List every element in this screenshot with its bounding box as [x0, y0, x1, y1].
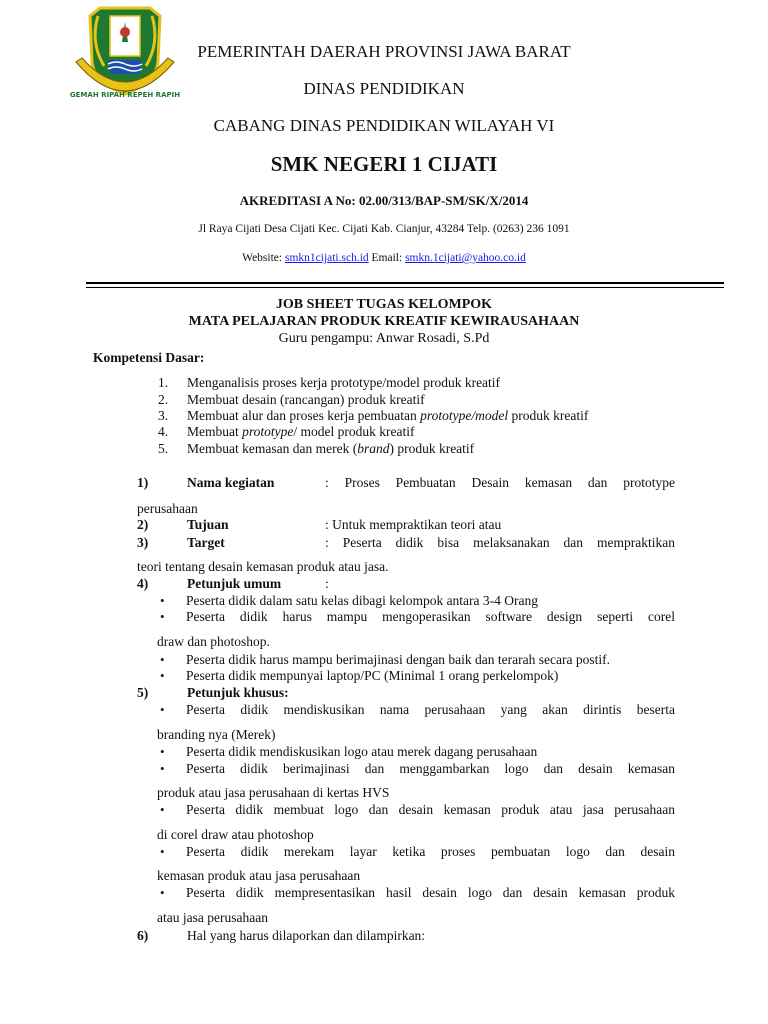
section-2-text: : Untuk mempraktikan teori atau — [325, 517, 502, 532]
kompetensi-num-4: 4. — [158, 424, 169, 439]
email-link[interactable]: smkn.1cijati@yahoo.co.id — [405, 252, 526, 264]
section-4-bullet-4: • Peserta didik mempunyai laptop/PC (Minimal 1 orang perkelompok) — [186, 667, 558, 684]
kompetensi-num-3: 3. — [158, 408, 169, 423]
website-label: Website: — [242, 252, 283, 264]
kompetensi-item-4: Membuat prototype/ model produk kreatif — [187, 424, 415, 439]
kompetensi-num-1: 1. — [158, 375, 169, 390]
section-5-bullet-1-cont: branding nya (Merek) — [157, 727, 276, 742]
section-4-num: 4) — [137, 576, 149, 591]
kompetensi-num-5: 5. — [158, 441, 169, 456]
logo-motto-text: GEMAH RIPAH REPEH RAPIH — [70, 91, 180, 99]
section-1-text: : Proses Pembuatan Desain kemasan dan prototype — [325, 475, 675, 490]
section-3-num: 3) — [137, 535, 149, 550]
section-5-bullet-1: • Peserta didik mendiskusikan nama perusahaan yang akan dirintis beserta — [186, 701, 675, 718]
school-name: SMK NEGERI 1 CIJATI — [270, 152, 498, 176]
section-5-bullet-4: • Peserta didik membuat logo dan desain kemasan produk atau jasa perusahaan — [186, 801, 675, 818]
header-divider-thick — [86, 282, 724, 284]
section-5-bullet-6-cont: atau jasa perusahaan — [157, 910, 268, 925]
section-2-label: Tujuan — [187, 517, 229, 532]
header-divider-thin — [86, 287, 724, 288]
section-3-label: Target — [187, 535, 225, 550]
section-5-bullet-2: • Peserta didik mendiskusikan logo atau merek dagang perusahaan — [186, 743, 537, 760]
section-5-bullet-5-cont: kemasan produk atau jasa perusahaan — [157, 868, 361, 883]
section-1-num: 1) — [137, 475, 149, 490]
section-6-num: 6) — [137, 928, 149, 943]
website-link[interactable]: smkn1cijati.sch.id — [284, 252, 369, 264]
section-3-cont: teori tentang desain kemasan produk atau jasa. — [137, 559, 389, 574]
section-5-bullet-4-cont: di corel draw atau photoshop — [157, 827, 314, 842]
section-3-text: : Peserta didik bisa melaksanakan dan mempraktikan — [325, 535, 675, 550]
kompetensi-item-2: Membuat desain (rancangan) produk kreatif — [187, 392, 425, 407]
email-label: Email: — [371, 252, 403, 264]
kompetensi-item-3: Membuat alur dan proses kerja pembuatan prototype/model produk kreatif — [187, 408, 589, 423]
accreditation: AKREDITASI A No: 02.00/313/BAP-SM/SK/X/2014 — [239, 193, 529, 208]
section-5-bullet-3: • Peserta didik berimajinasi dan menggambarkan logo dan desain kemasan — [186, 760, 675, 777]
section-5-num: 5) — [137, 685, 149, 700]
header-government: PEMERINTAH DAERAH PROVINSI JAWA BARAT — [197, 42, 571, 61]
doc-title: JOB SHEET TUGAS KELOMPOK — [275, 297, 493, 312]
section-6-text: Hal yang harus dilaporkan dan dilampirkan: — [187, 928, 426, 943]
section-1-cont: perusahaan — [137, 501, 198, 516]
teacher-line: Guru pengampu: Anwar Rosadi, S.Pd — [278, 331, 490, 346]
section-4-bullet-2-cont: draw dan photoshop. — [157, 634, 270, 649]
school-address: Jl Raya Cijati Desa Cijati Kec. Cijati Kab. Cianjur, 43284 Telp. (0263) 236 1091 — [198, 223, 570, 235]
section-4-bullet-1: • Peserta didik dalam satu kelas dibagi kelompok antara 3-4 Orang — [186, 592, 538, 609]
kompetensi-num-2: 2. — [158, 392, 169, 407]
doc-subject: MATA PELAJARAN PRODUK KREATIF KEWIRAUSAHAAN — [188, 314, 580, 329]
section-5-bullet-5: • Peserta didik merekam layar ketika proses pembuatan logo dan desain — [186, 843, 675, 860]
section-4-bullet-2: • Peserta didik harus mampu mengoperasikan software design seperti corel — [186, 608, 675, 625]
section-5-bullet-3-cont: produk atau jasa perusahaan di kertas HVS — [157, 785, 390, 800]
section-4-label: Petunjuk umum — [187, 576, 282, 591]
kompetensi-item-1: Menganalisis proses kerja prototype/model produk kreatif — [187, 375, 501, 390]
section-1-label: Nama kegiatan — [187, 475, 275, 490]
section-4-colon: : — [325, 576, 329, 591]
section-5-label: Petunjuk khusus: — [187, 685, 289, 700]
header-department: DINAS PENDIDIKAN — [303, 79, 465, 98]
section-5-bullet-6: • Peserta didik mempresentasikan hasil desain logo dan desain kemasan produk — [186, 884, 675, 901]
header-branch: CABANG DINAS PENDIDIKAN WILAYAH VI — [213, 116, 555, 135]
contact-line — [0, 252, 768, 264]
kompetensi-heading: Kompetensi Dasar: — [93, 350, 205, 365]
section-4-bullet-3: • Peserta didik harus mampu berimajinasi dengan baik dan terarah secara postif. — [186, 651, 610, 668]
section-2-num: 2) — [137, 517, 149, 532]
kompetensi-item-5: Membuat kemasan dan merek (brand) produk kreatif — [187, 441, 475, 456]
